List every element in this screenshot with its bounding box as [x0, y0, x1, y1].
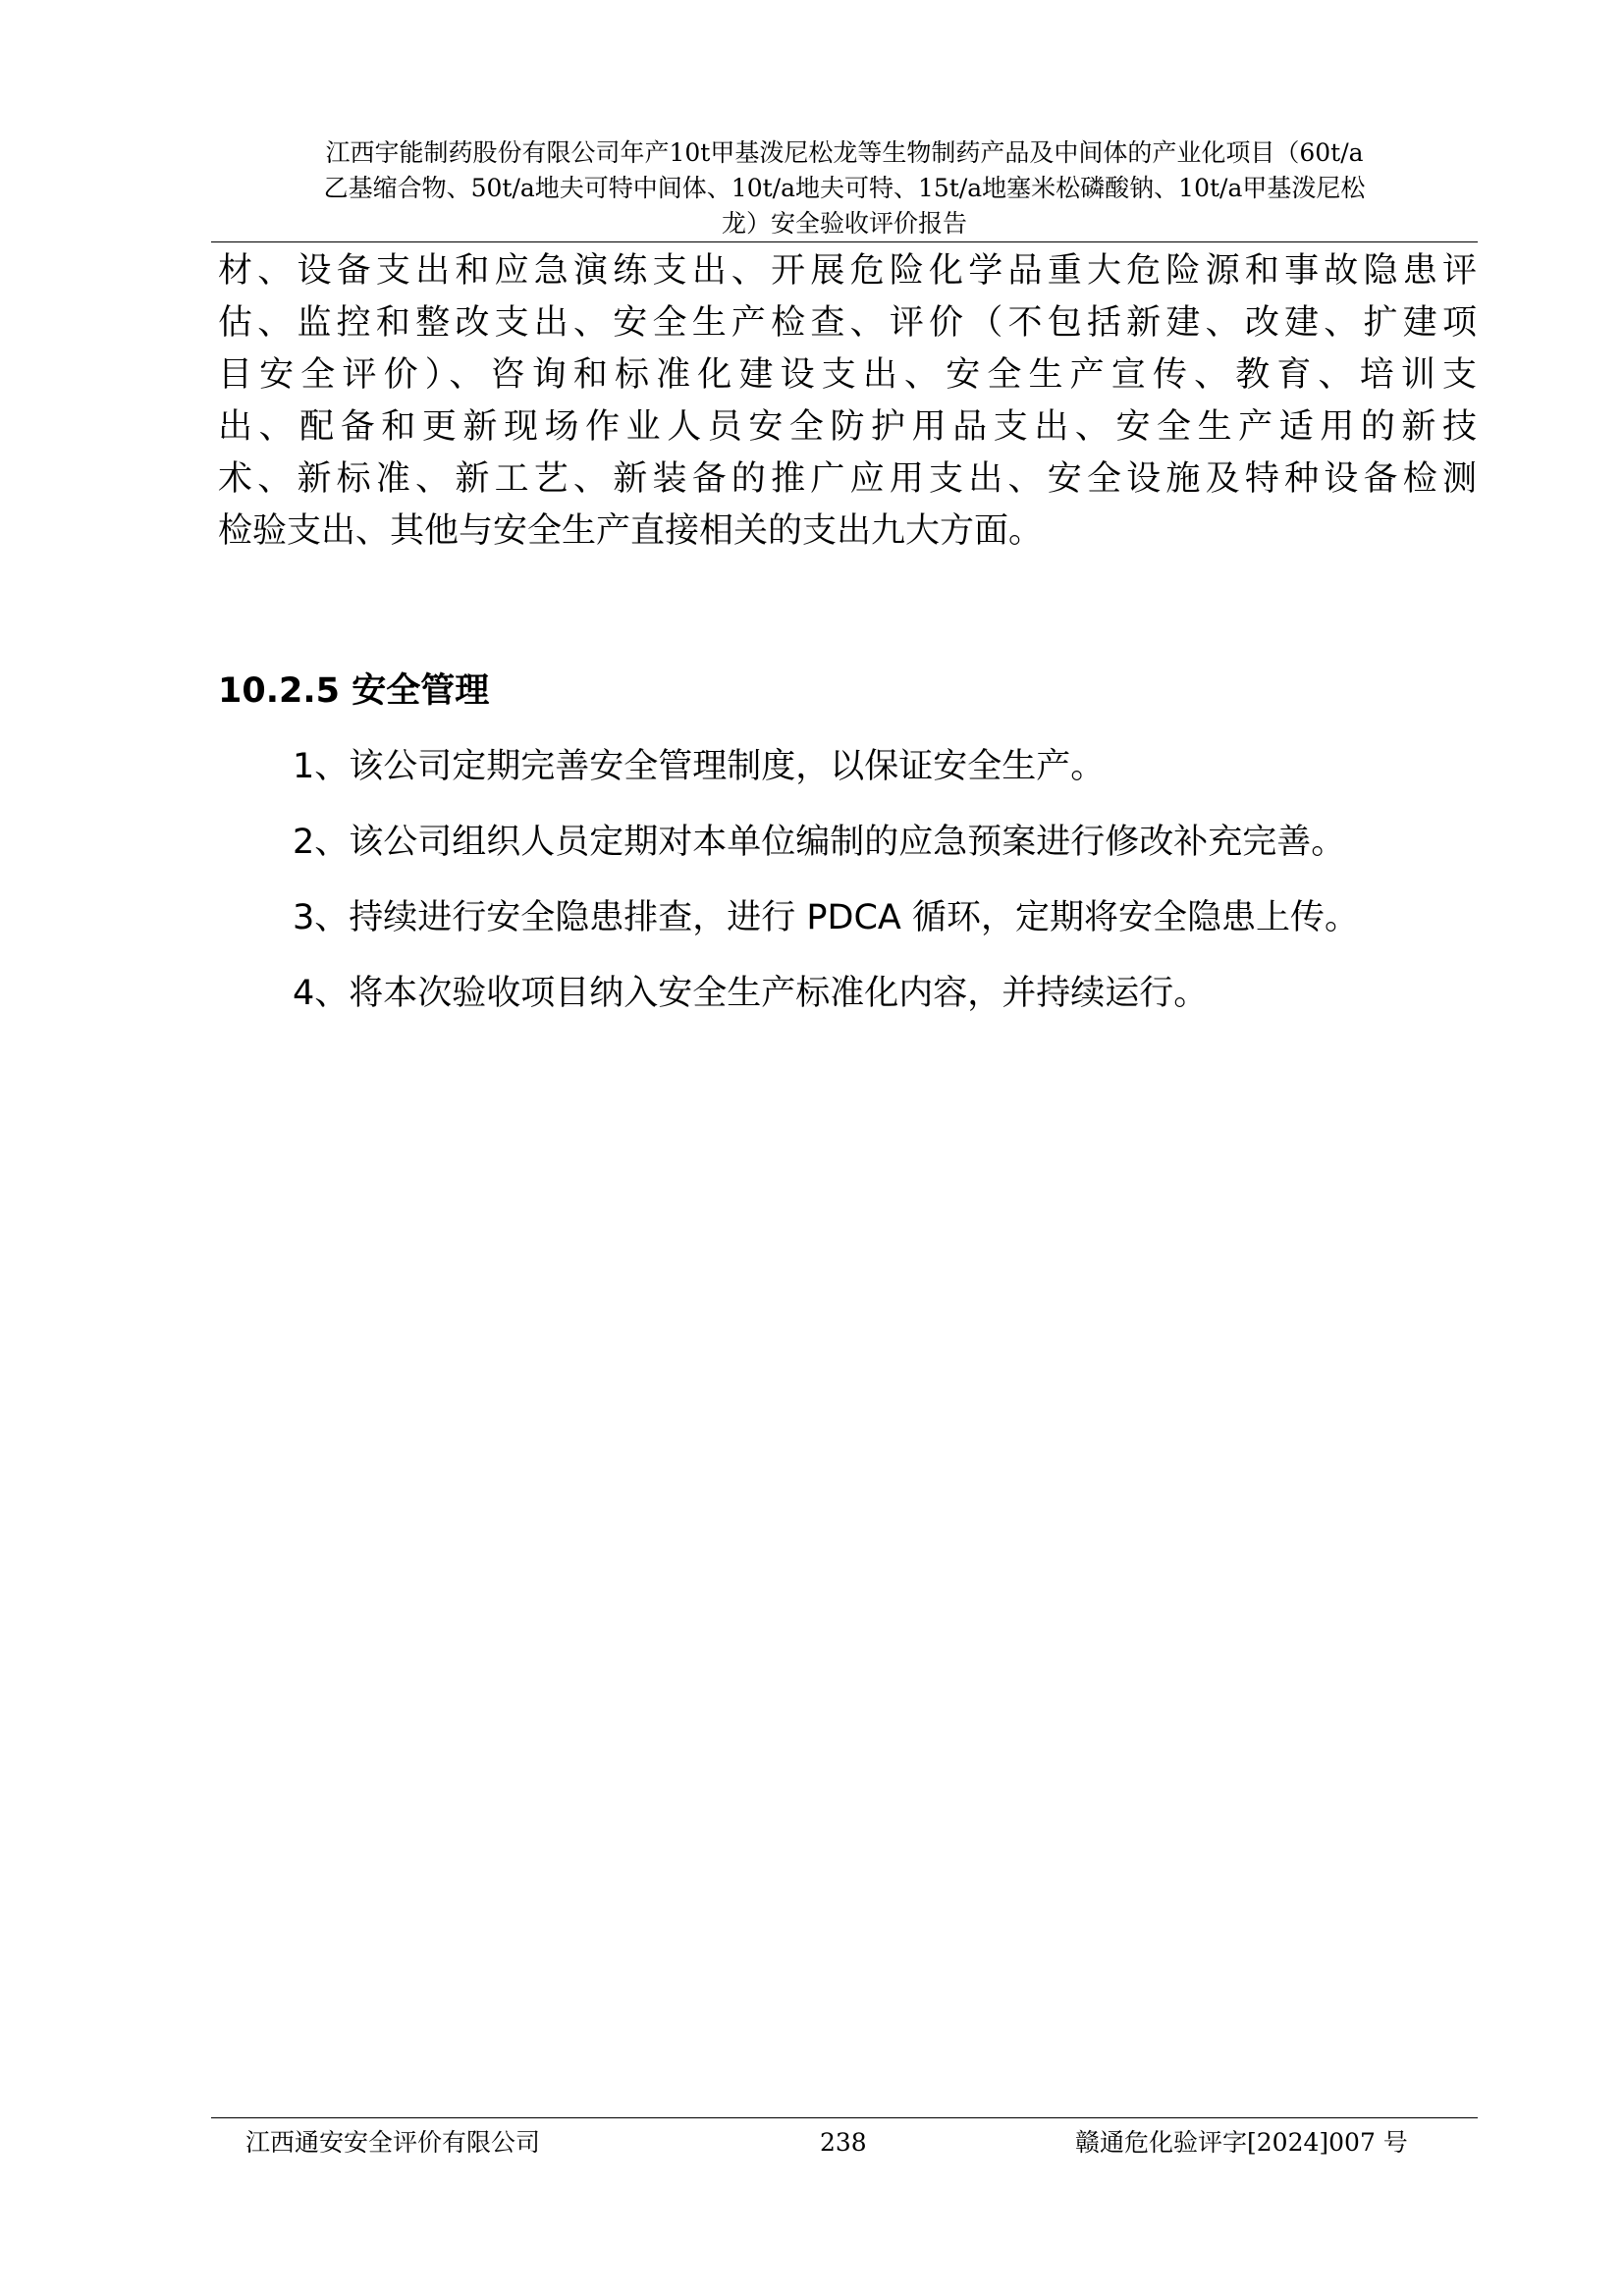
body-paragraph: [218, 245, 1477, 558]
body-content: [218, 245, 1477, 558]
page-number: 238: [820, 2128, 867, 2157]
paragraph-line: 目安全评价）、咨询和标准化建设支出、安全生产宣传、教育、培训支: [218, 355, 1477, 395]
paragraph-line: 估、监控和整改支出、安全生产检查、评价（不包括新建、改建、扩建项: [218, 303, 1477, 343]
report-number: 赣通危化验评字[2024]007 号: [1075, 2128, 1408, 2157]
list-item: 1、该公司定期完善安全管理制度，以保证安全生产。: [293, 747, 1106, 786]
list-item: 4、将本次验收项目纳入安全生产标准化内容，并持续运行。: [293, 974, 1209, 1013]
header-line-3: 龙）安全验收评价报告: [721, 209, 967, 238]
paragraph-line: 材、设备支出和应急演练支出、开展危险化学品重大危险源和事故隐患评: [218, 251, 1477, 291]
paragraph-line: 检验支出、其他与安全生产直接相关的支出九大方面。: [218, 511, 1044, 551]
page-header: [211, 135, 1478, 241]
section-heading: 10.2.5 安全管理: [218, 671, 490, 711]
footer-divider: [211, 2117, 1478, 2118]
header-divider: [211, 241, 1478, 242]
footer-company: 江西通安安全评价有限公司: [245, 2128, 541, 2157]
list-item: 2、该公司组织人员定期对本单位编制的应急预案进行修改补充完善。: [293, 823, 1346, 862]
list-item: 3、持续进行安全隐患排查，进行 PDCA 循环，定期将安全隐患上传。: [293, 898, 1359, 937]
header-line-2: 乙基缩合物、50t/a地夫可特中间体、10t/a地夫可特、15t/a地塞米松磷酸钠、10t/a甲基泼尼松: [323, 174, 1366, 202]
header-line-1: 江西宇能制药股份有限公司年产10t甲基泼尼松龙等生物制药产品及中间体的产业化项目（60t/a: [325, 138, 1364, 167]
paragraph-line: 出、配备和更新现场作业人员安全防护用品支出、安全生产适用的新技: [218, 407, 1477, 447]
paragraph-line: 术、新标准、新工艺、新装备的推广应用支出、安全设施及特种设备检测: [218, 459, 1477, 499]
